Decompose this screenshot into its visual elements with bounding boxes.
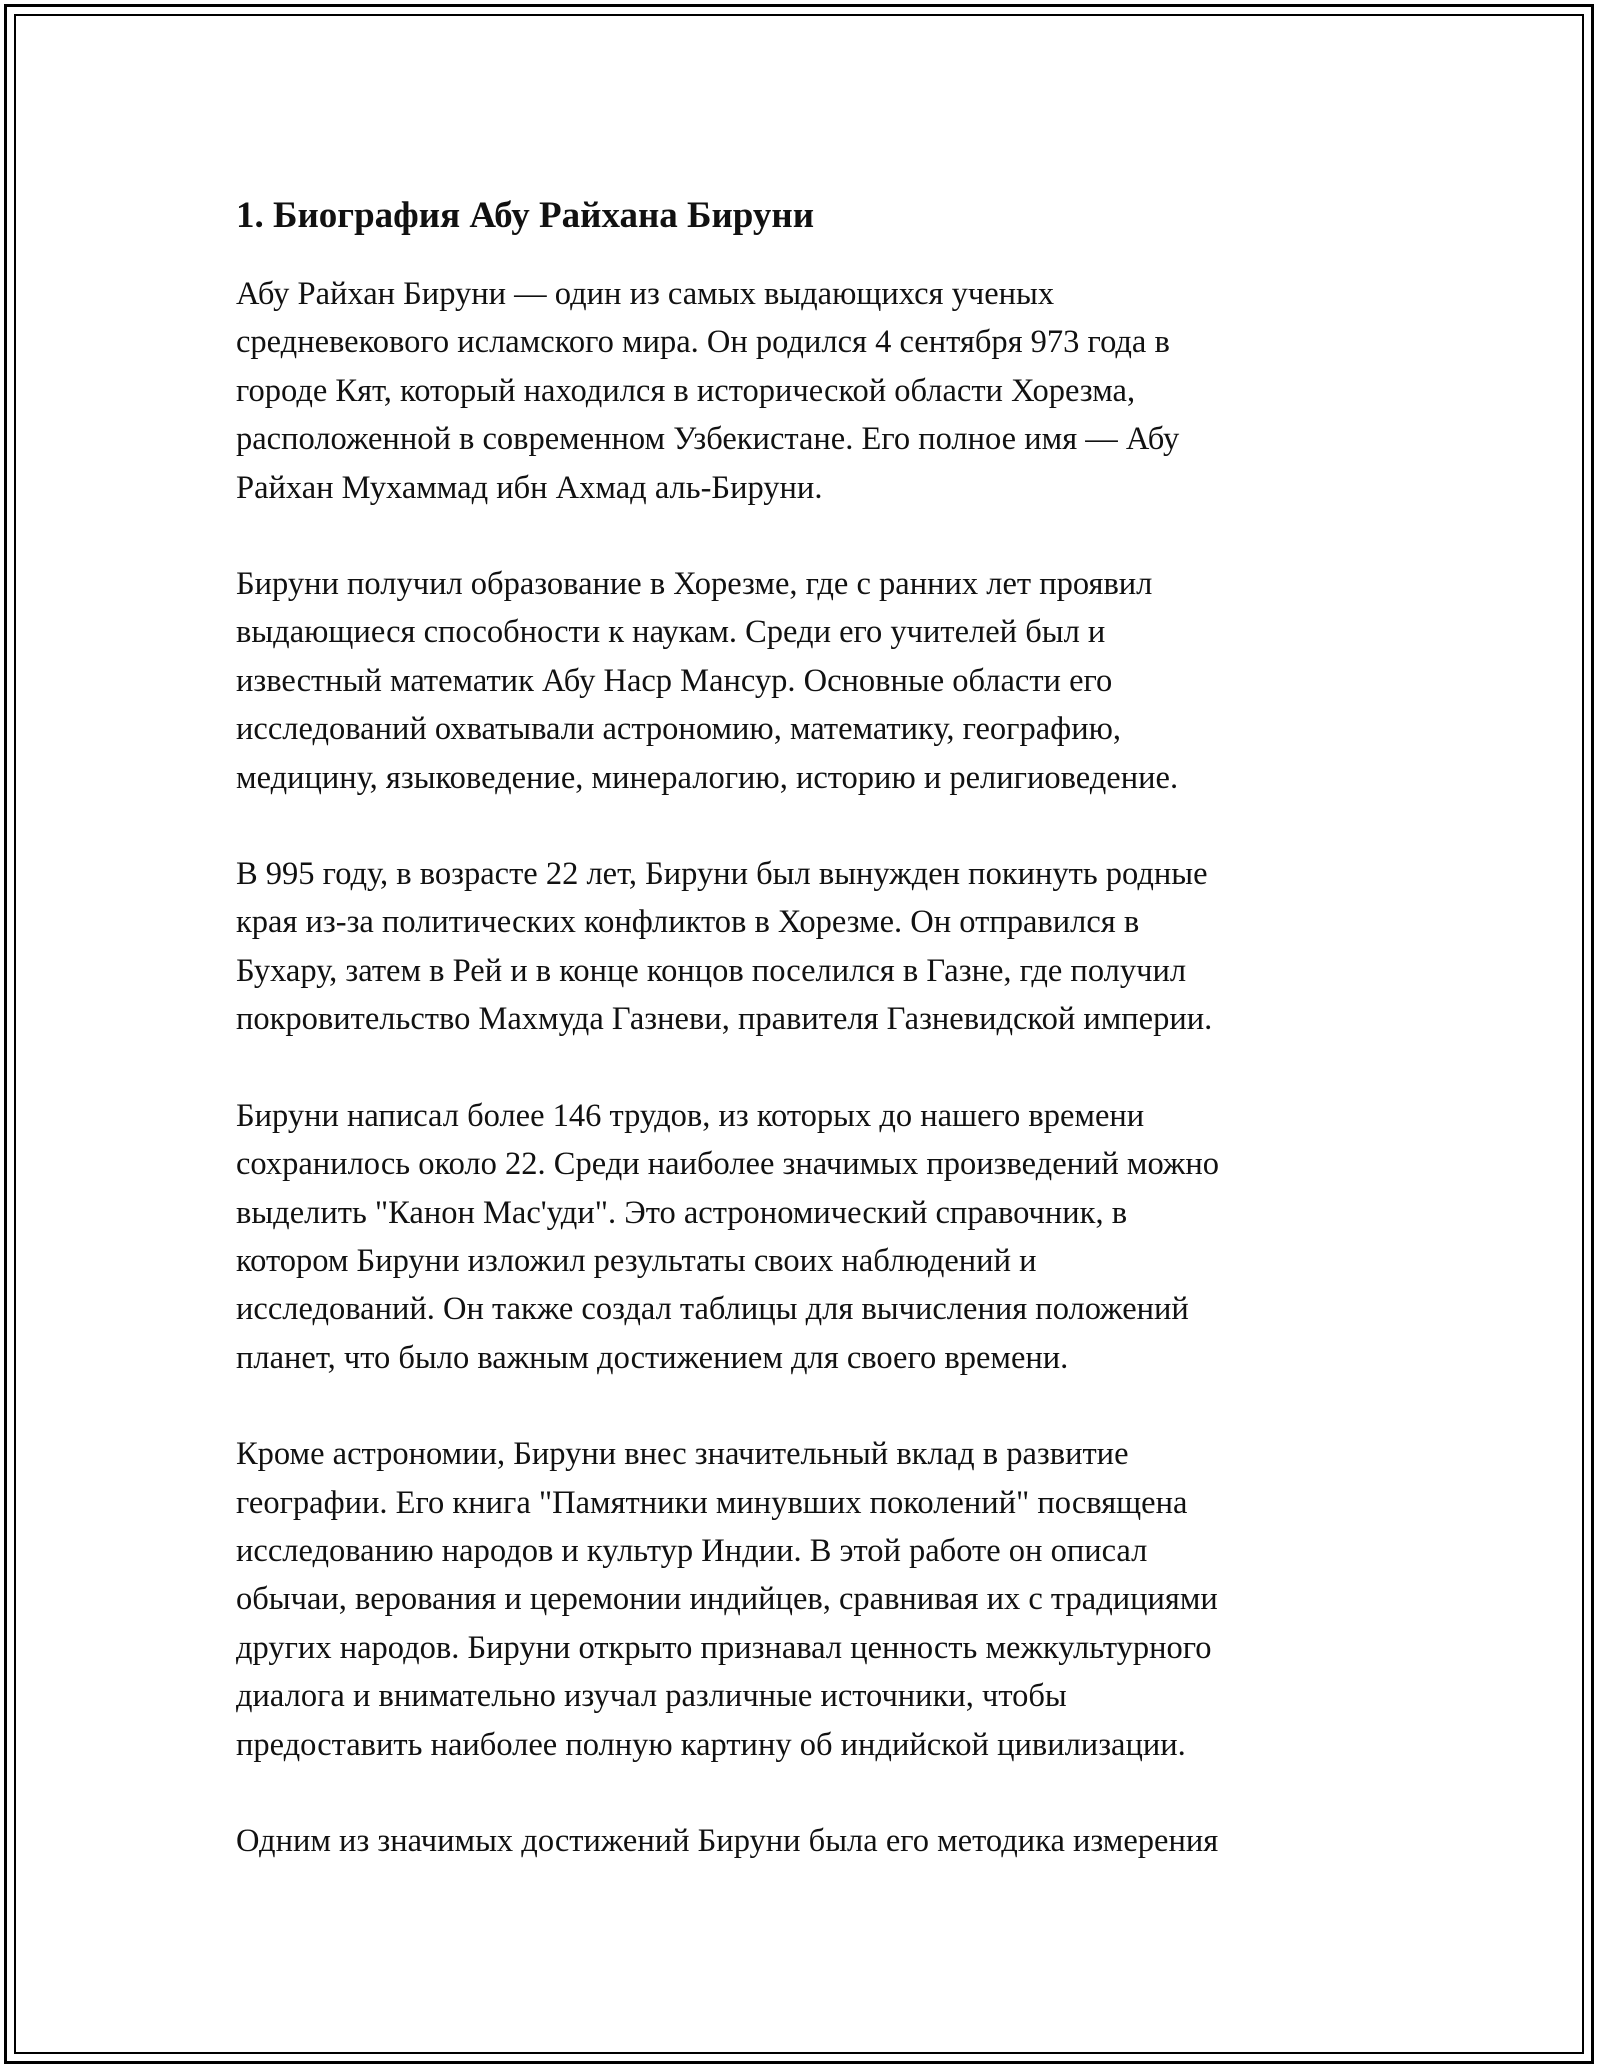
paragraph-geography <box>236 1430 1386 1769</box>
text-line: Абу Райхан Бируни — один из самых выдающихся ученых <box>236 276 1055 312</box>
text-line: планет, что было важным достижением для своего времени. <box>236 1339 1069 1376</box>
text-line: края из-за политических конфликтов в Хорезме. Он отправился в <box>236 904 1140 941</box>
paragraph-intro <box>236 270 1386 512</box>
text-line: Бухару, затем в Рей и в конце концов поселился в Газне, где получил <box>236 952 1187 989</box>
section-heading: 1. Биография Абу Райхана Бируни <box>236 195 815 236</box>
text-line: исследованию народов и культур Индии. В этой работе он описал <box>236 1532 1148 1569</box>
text-line: выделить "Канон Мас'уди". Это астрономический справочник, в <box>236 1194 1128 1231</box>
text-line: медицину, языковедение, минералогию, историю и религиоведение. <box>236 759 1179 796</box>
text-line: котором Бируни изложил результаты своих наблюдений и <box>236 1242 1037 1279</box>
text-line: Бируни написал более 146 трудов, из которых до нашего времени <box>236 1097 1145 1134</box>
text-line: Кроме астрономии, Бируни внес значительный вклад в развитие <box>236 1436 1129 1473</box>
paragraph-relocation <box>236 850 1386 1044</box>
text-line: исследований охватывали астрономию, математику, географию, <box>236 711 1122 748</box>
document-body <box>236 180 1386 1913</box>
text-line: Одним из значимых достижений Бируни была его методика измерения <box>236 1822 1219 1859</box>
text-line: географии. Его книга "Памятники минувших поколений" посвящена <box>236 1484 1188 1521</box>
text-line: предоставить наиболее полную картину об индийской цивилизации. <box>236 1726 1186 1763</box>
text-line: Бируни получил образование в Хорезме, где с ранних лет проявил <box>236 566 1153 603</box>
text-line: других народов. Бируни открыто признавал ценность межкультурного <box>236 1629 1212 1666</box>
text-line: В 995 году, в возрасте 22 лет, Бируни был вынужден покинуть родные <box>236 856 1208 893</box>
paragraph-education <box>236 560 1386 802</box>
text-line: покровительство Махмуда Газневи, правителя Газневидской империи. <box>236 1001 1213 1038</box>
text-line: городе Кят, который находился в исторической области Хорезма, <box>236 372 1136 409</box>
text-line: обычаи, верования и церемонии индийцев, сравнивая их с традициями <box>236 1581 1218 1618</box>
paragraph-works <box>236 1092 1386 1382</box>
paragraph-measurement <box>236 1817 1386 1865</box>
text-line: выдающиеся способности к наукам. Среди его учителей был и <box>236 614 1106 651</box>
text-line: исследований. Он также создал таблицы для вычисления положений <box>236 1291 1189 1328</box>
text-line: известный математик Абу Наср Мансур. Основные области его <box>236 662 1113 699</box>
text-line: сохранилось около 22. Среди наиболее значимых произведений можно <box>236 1146 1220 1183</box>
text-line: диалога и внимательно изучал различные источники, чтобы <box>236 1678 1067 1715</box>
text-line: расположенной в современном Узбекистане. Его полное имя — Абу <box>236 421 1180 458</box>
text-line: Райхан Мухаммад ибн Ахмад аль-Бируни. <box>236 469 823 506</box>
text-line: средневекового исламского мира. Он родился 4 сентября 973 года в <box>236 324 1170 361</box>
